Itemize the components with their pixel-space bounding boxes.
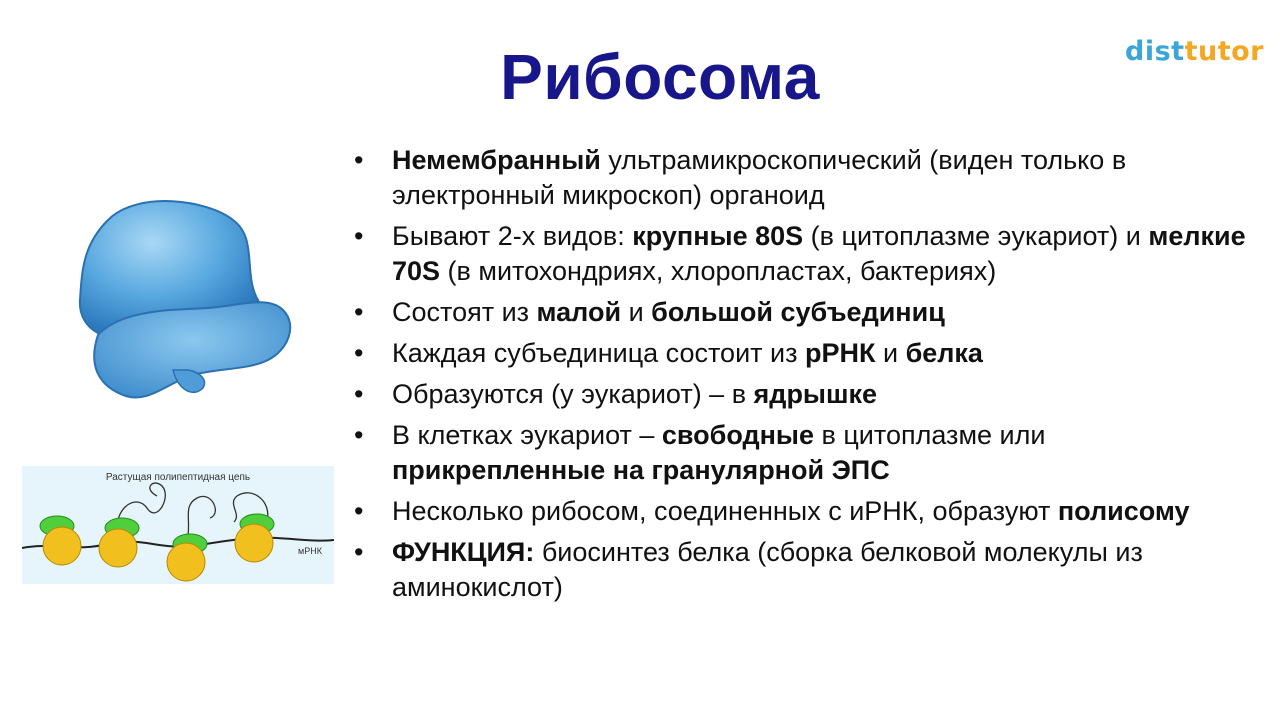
bullet-item <box>354 219 1254 289</box>
disttutor-logo <box>1125 36 1264 67</box>
polysome-illustration <box>22 466 334 584</box>
bullet-text: В клетках эукариот – <box>392 420 662 450</box>
polysome-drawing <box>22 466 334 584</box>
bullet-text: в цитоплазме или <box>814 420 1046 450</box>
bullet-list <box>354 143 1254 611</box>
bullet-text: Бывают 2-х видов: <box>392 221 633 251</box>
bullet-text: Образуются (у эукариот) – в <box>392 379 754 409</box>
bullet-item <box>354 494 1254 529</box>
bullet-text-bold: ФУНКЦИЯ: <box>392 537 535 567</box>
bullet-text-bold: прикрепленные на гранулярной ЭПС <box>392 455 890 485</box>
bullet-text-bold: свободные <box>661 420 814 450</box>
bullet-item <box>354 535 1254 605</box>
bullet-text: и <box>875 338 906 368</box>
bullet-item <box>354 143 1254 213</box>
bullet-text-bold: крупные 80S <box>632 221 804 251</box>
bullet-text: Несколько рибосом, соединенных с иРНК, образуют <box>392 496 1058 526</box>
bullet-text-bold: мелкие 70S <box>392 221 1246 286</box>
bullet-text-bold: белка <box>905 338 983 368</box>
bullet-text: Состоят из <box>392 297 537 327</box>
ribosome-2 <box>99 529 137 567</box>
mrna-label: мРНК <box>298 546 322 556</box>
logo-part-dist: dist <box>1125 36 1185 67</box>
bullet-text-bold: Немембранный <box>392 145 601 175</box>
bullet-text-bold: рРНК <box>805 338 876 368</box>
bullet-text-bold: ядрышке <box>753 379 878 409</box>
bullet-text-bold: полисому <box>1057 496 1190 526</box>
bullet-text: Каждая субъединица состоит из <box>392 338 805 368</box>
bullet-text: (в цитоплазме эукариот) и <box>803 221 1149 251</box>
logo-part-tutor: tutor <box>1184 36 1264 67</box>
bullet-text: биосинтез белка (сборка белковой молекулы из аминокислот) <box>392 537 1143 602</box>
bullet-text-bold: малой <box>536 297 622 327</box>
bullet-text: (в митохондриях, хлоропластах, бактериях) <box>440 256 997 286</box>
bullet-item <box>354 418 1254 488</box>
bullet-item <box>354 377 1254 412</box>
bullet-item <box>354 295 1254 330</box>
ribosome-3 <box>167 543 205 581</box>
polysome-caption: Растущая полипептидная цепь <box>105 472 251 483</box>
bullet-text: и <box>621 297 652 327</box>
ribosome-1 <box>43 527 81 565</box>
slide-title: Рибосома <box>500 41 820 113</box>
ribosome-3d-illustration <box>68 190 303 415</box>
bullet-item <box>354 336 1254 371</box>
ribosome-4 <box>235 524 273 562</box>
bullet-text-bold: большой субъединиц <box>651 297 945 327</box>
bullet-text: ультрамикроскопический (виден только в электронный микроскоп) органоид <box>392 145 1127 210</box>
